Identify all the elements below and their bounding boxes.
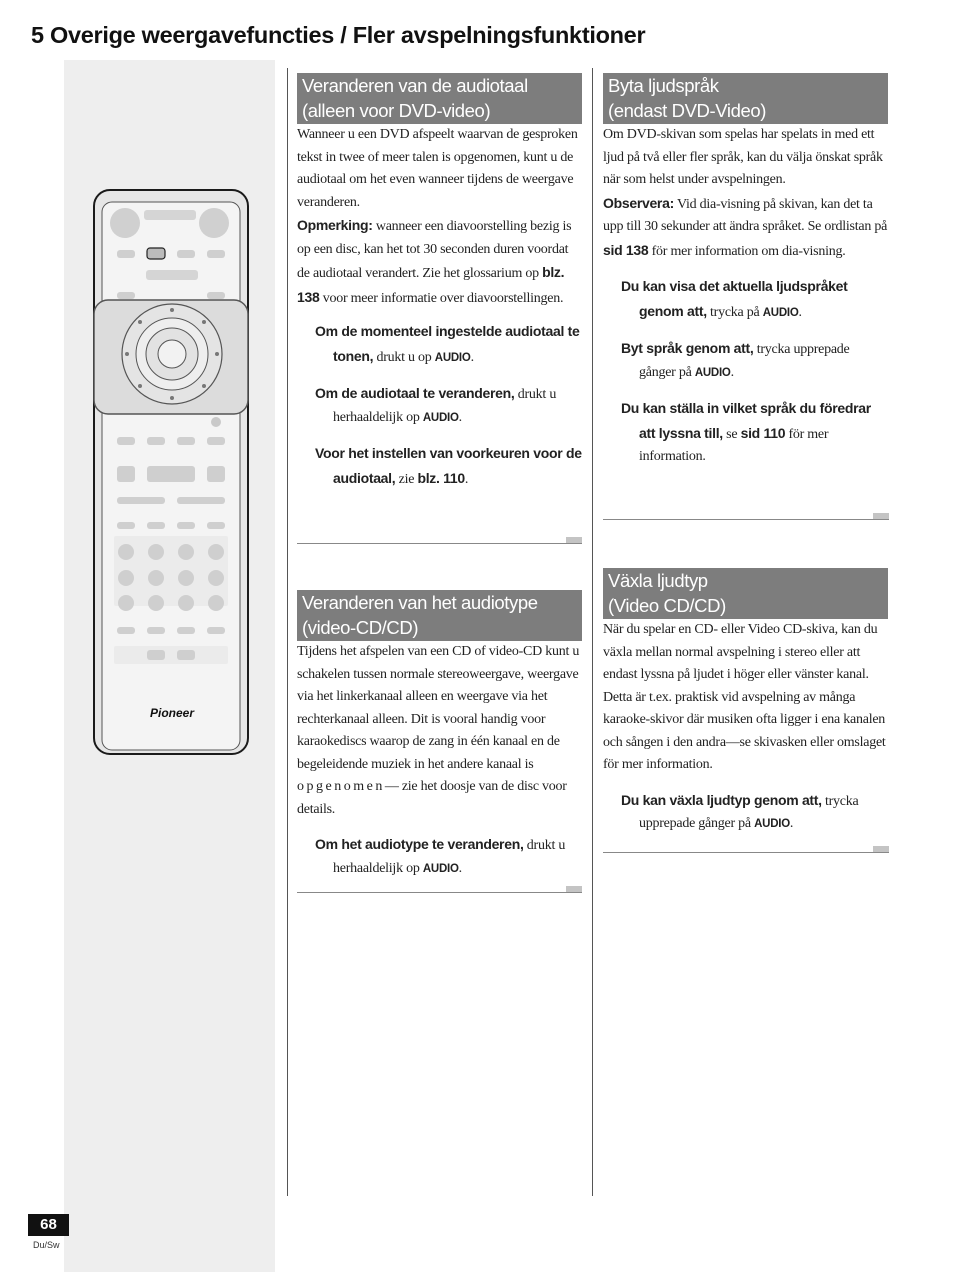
page-title: 5 Overige weergavefuncties / Fler avspelningsfunktioner bbox=[31, 22, 646, 48]
note-paragraph: Opmerking: wanneer een diavoorstelling bezig is op een disc, kan het tot 30 seconden duren voordat de audiotaal verandert. Zie het glossarium op blz. 138 voor meer informatie over diavoorstellingen. bbox=[297, 217, 572, 306]
intro-paragraph: När du spelar en CD- eller Video CD-skiva, kan du växla mellan normal avspelning i stereo eller att endast lyssna på ljudet i höger eller vänster kanal. Detta är t.ex. praktisk vid avspelning av många karaoke-skivor där musiken ofta ligger i ena kanalen och sången i den andra—se skivasken eller omslaget för mer information. bbox=[603, 622, 886, 772]
column-divider-left bbox=[287, 68, 288, 1196]
step-audio-preferences: Voor het instellen van voorkeuren voor de audiotaal, zie blz. 110. bbox=[315, 445, 582, 487]
section-heading: Växla ljudtyp (Video CD/CD) bbox=[603, 568, 888, 619]
step-change-audio-language: Byt språk genom att, trycka upprepade gånger på AUDIO. bbox=[621, 340, 850, 380]
section-heading: Veranderen van het audiotype (video-CD/CD) bbox=[297, 590, 582, 641]
sv-ljudtyp-section bbox=[603, 568, 888, 836]
intro-paragraph: Tijdens het afspelen van een CD of video-CD kunt u schakelen tussen normale stereoweergave, weergave via het linkerkanaal alleen en weergave via het rechterkanaal alleen. Dit is vooral handig voor karaokediscs waarop de zang in één kanaal en de begeleidende muziek in het andere kanaal is opgenomen— zie het doosje van de disc voor details. bbox=[297, 644, 580, 817]
nl-audiotaal-section bbox=[297, 73, 582, 491]
intro-paragraph: Om DVD-skivan som spelas har spelats in med ett ljud på två eller fler språk, kan du välja önskat språk när som helst under avspelningen. bbox=[603, 127, 883, 187]
section-end-rule bbox=[297, 892, 582, 893]
step-show-audio-language: Du kan visa det aktuella ljudspråket genom att, trycka på AUDIO. bbox=[621, 278, 848, 320]
audio-key-label: AUDIO bbox=[762, 306, 799, 319]
page-number: 68 bbox=[28, 1214, 69, 1236]
step-show-audio-language: Om de momenteel ingestelde audiotaal te tonen, drukt u op AUDIO. bbox=[315, 323, 580, 365]
audio-key-label: AUDIO bbox=[754, 818, 790, 830]
section-heading: Byta ljudspråk (endast DVD-Video) bbox=[603, 73, 888, 124]
audio-key-label: AUDIO bbox=[422, 411, 459, 424]
audio-key-label: AUDIO bbox=[694, 366, 731, 379]
section-end-rule bbox=[603, 852, 889, 853]
section-end-rule bbox=[297, 543, 582, 544]
remote-control-illustration bbox=[90, 188, 260, 760]
page-language-code: Du/Sw bbox=[33, 1240, 60, 1250]
step-audio-preferences: Du kan ställa in vilket språk du föredrar att lyssna till, se sid 110 för mer information. bbox=[621, 400, 871, 464]
nl-audiotype-section bbox=[297, 590, 582, 880]
audio-key-label: AUDIO bbox=[434, 351, 471, 364]
note-paragraph: Observera: Vid dia-visning på skivan, kan det ta upp till 30 sekunder att ändra språket. Se ordlistan på sid 138 för mer information om dia-visning. bbox=[603, 194, 888, 259]
remote-brand-logo: Pioneer bbox=[149, 706, 195, 720]
audio-key-label: AUDIO bbox=[422, 862, 459, 875]
section-end-rule bbox=[603, 519, 889, 520]
step-change-audio-language: Om de audiotaal te veranderen, drukt u herhaaldelijk op AUDIO. bbox=[315, 385, 557, 425]
step-change-audio-type: Om het audiotype te veranderen, drukt u herhaaldelijk op AUDIO. bbox=[315, 836, 566, 876]
intro-paragraph: Wanneer u een DVD afspeelt waarvan de gesproken tekst in twee of meer talen is opgenomen, kunt u de audiotaal om het even wanneer tijdens de weergave veranderen. bbox=[297, 127, 578, 210]
column-divider-right bbox=[592, 68, 593, 1196]
step-change-audio-type: Du kan växla ljudtyp genom att, trycka upprepade gånger på AUDIO. bbox=[621, 791, 859, 831]
section-heading: Veranderen van de audiotaal (alleen voor DVD-video) bbox=[297, 73, 582, 124]
sv-ljudsprak-section bbox=[603, 73, 888, 469]
